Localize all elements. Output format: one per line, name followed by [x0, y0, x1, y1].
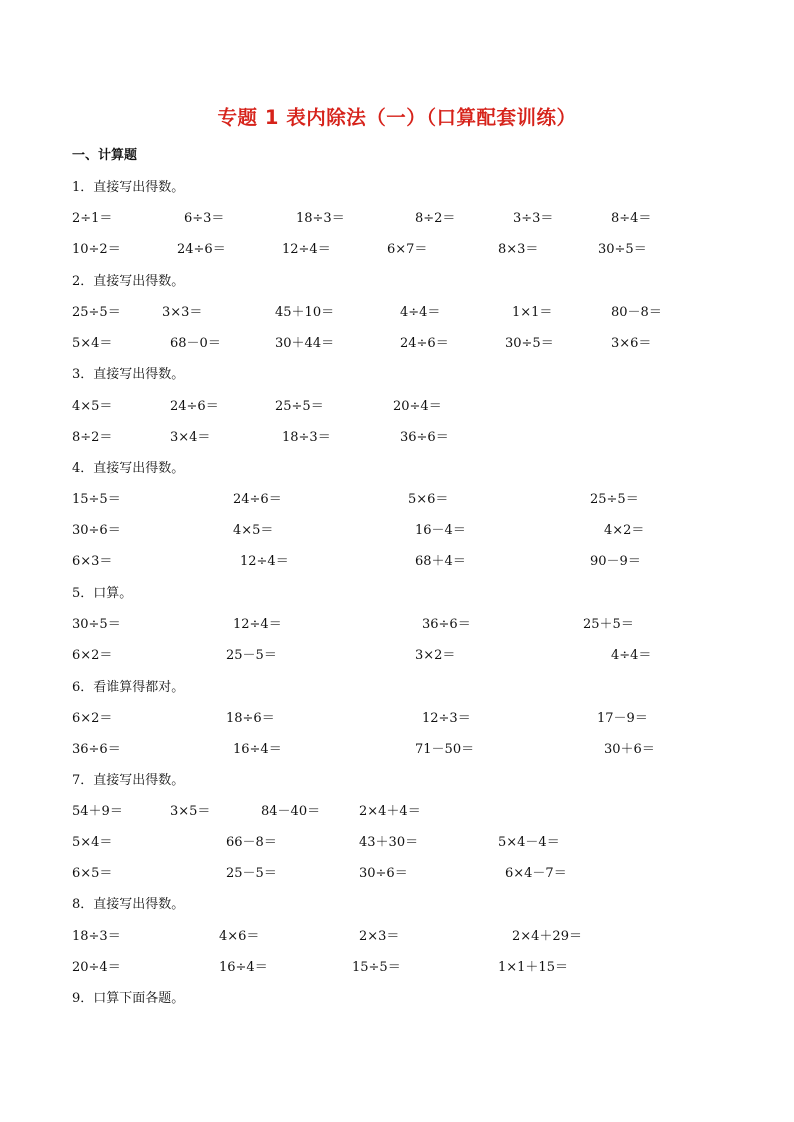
arithmetic-problem: 84－40＝: [261, 804, 321, 819]
arithmetic-problem: 3×3＝: [162, 305, 203, 320]
arithmetic-problem: 6×4－7＝: [505, 866, 567, 881]
arithmetic-problem: 5×6＝: [408, 492, 449, 507]
problem-row: [0, 332, 794, 352]
arithmetic-problem: 4×5＝: [72, 399, 113, 414]
question-title: 6．看谁算得都对。: [72, 680, 185, 695]
arithmetic-problem: 18÷3＝: [296, 211, 345, 226]
problem-row: [0, 488, 794, 508]
problem-row: [0, 207, 794, 227]
arithmetic-problem: 5×4＝: [72, 336, 113, 351]
arithmetic-problem: 68＋4＝: [415, 554, 466, 569]
arithmetic-problem: 2÷1＝: [72, 211, 113, 226]
arithmetic-problem: 24÷6＝: [177, 242, 226, 257]
problem-row: [0, 613, 794, 633]
arithmetic-problem: 24÷6＝: [400, 336, 449, 351]
arithmetic-problem: 24÷6＝: [233, 492, 282, 507]
arithmetic-problem: 3×5＝: [170, 804, 211, 819]
arithmetic-problem: 15÷5＝: [352, 960, 401, 975]
arithmetic-problem: 30÷5＝: [505, 336, 554, 351]
arithmetic-problem: 20÷4＝: [72, 960, 121, 975]
arithmetic-problem: 66－8＝: [226, 835, 277, 850]
arithmetic-problem: 4÷4＝: [611, 648, 652, 663]
arithmetic-problem: 6×2＝: [72, 711, 113, 726]
arithmetic-problem: 5×4－4＝: [498, 835, 560, 850]
problem-row: [0, 707, 794, 727]
arithmetic-problem: 18÷3＝: [282, 430, 331, 445]
arithmetic-problem: 25－5＝: [226, 648, 277, 663]
question-title: 5．口算。: [72, 586, 133, 601]
arithmetic-problem: 30÷6＝: [359, 866, 408, 881]
question-title: 7．直接写出得数。: [72, 773, 185, 788]
question-title: 3．直接写出得数。: [72, 367, 185, 382]
arithmetic-problem: 24÷6＝: [170, 399, 219, 414]
arithmetic-problem: 12÷4＝: [240, 554, 289, 569]
arithmetic-problem: 36÷6＝: [400, 430, 449, 445]
arithmetic-problem: 54＋9＝: [72, 804, 123, 819]
arithmetic-problem: 17－9＝: [597, 711, 648, 726]
arithmetic-problem: 25－5＝: [226, 866, 277, 881]
question-title: 1．直接写出得数。: [72, 180, 185, 195]
arithmetic-problem: 10÷2＝: [72, 242, 121, 257]
page-title: 专题 1 表内除法（一）（口算配套训练）: [217, 106, 577, 129]
arithmetic-problem: 6÷3＝: [184, 211, 225, 226]
problem-row: [0, 301, 794, 321]
arithmetic-problem: 16－4＝: [415, 523, 466, 538]
arithmetic-problem: 71－50＝: [415, 742, 475, 757]
arithmetic-problem: 12÷3＝: [422, 711, 471, 726]
problem-row: [0, 238, 794, 258]
arithmetic-problem: 18÷6＝: [226, 711, 275, 726]
arithmetic-problem: 80－8＝: [611, 305, 662, 320]
arithmetic-problem: 30÷6＝: [72, 523, 121, 538]
arithmetic-problem: 68－0＝: [170, 336, 221, 351]
arithmetic-problem: 25＋5＝: [583, 617, 634, 632]
arithmetic-problem: 6×5＝: [72, 866, 113, 881]
question-title: 9．口算下面各题。: [72, 991, 185, 1006]
arithmetic-problem: 3×6＝: [611, 336, 652, 351]
arithmetic-problem: 12÷4＝: [282, 242, 331, 257]
arithmetic-problem: 25÷5＝: [72, 305, 121, 320]
arithmetic-problem: 36÷6＝: [72, 742, 121, 757]
arithmetic-problem: 16÷4＝: [233, 742, 282, 757]
arithmetic-problem: 6×7＝: [387, 242, 428, 257]
arithmetic-problem: 4×2＝: [604, 523, 645, 538]
arithmetic-problem: 4×6＝: [219, 929, 260, 944]
problem-row: [0, 519, 794, 539]
arithmetic-problem: 6×3＝: [72, 554, 113, 569]
arithmetic-problem: 36÷6＝: [422, 617, 471, 632]
problem-row: [0, 800, 794, 820]
arithmetic-problem: 30÷5＝: [72, 617, 121, 632]
problem-row: [0, 550, 794, 570]
question-title: 4．直接写出得数。: [72, 461, 185, 476]
arithmetic-problem: 4×5＝: [233, 523, 274, 538]
arithmetic-problem: 2×4＋29＝: [512, 929, 582, 944]
arithmetic-problem: 25÷5＝: [275, 399, 324, 414]
problem-row: [0, 738, 794, 758]
arithmetic-problem: 15÷5＝: [72, 492, 121, 507]
arithmetic-problem: 12÷4＝: [233, 617, 282, 632]
arithmetic-problem: 3×2＝: [415, 648, 456, 663]
arithmetic-problem: 45＋10＝: [275, 305, 335, 320]
arithmetic-problem: 1×1＋15＝: [498, 960, 568, 975]
arithmetic-problem: 20÷4＝: [393, 399, 442, 414]
arithmetic-problem: 8÷2＝: [72, 430, 113, 445]
arithmetic-problem: 30＋44＝: [275, 336, 335, 351]
arithmetic-problem: 43＋30＝: [359, 835, 419, 850]
problem-row: [0, 426, 794, 446]
arithmetic-problem: 18÷3＝: [72, 929, 121, 944]
arithmetic-problem: 3×4＝: [170, 430, 211, 445]
section-heading: 一、计算题: [72, 148, 138, 163]
arithmetic-problem: 6×2＝: [72, 648, 113, 663]
problem-row: [0, 831, 794, 851]
question-title: 2．直接写出得数。: [72, 274, 185, 289]
arithmetic-problem: 4÷4＝: [400, 305, 441, 320]
arithmetic-problem: 1×1＝: [512, 305, 553, 320]
arithmetic-problem: 25÷5＝: [590, 492, 639, 507]
problem-row: [0, 644, 794, 664]
arithmetic-problem: 2×3＝: [359, 929, 400, 944]
problem-row: [0, 956, 794, 976]
arithmetic-problem: 8÷2＝: [415, 211, 456, 226]
arithmetic-problem: 16÷4＝: [219, 960, 268, 975]
arithmetic-problem: 8×3＝: [498, 242, 539, 257]
problem-row: [0, 395, 794, 415]
arithmetic-problem: 3÷3＝: [513, 211, 554, 226]
problem-row: [0, 862, 794, 882]
arithmetic-problem: 2×4＋4＝: [359, 804, 421, 819]
arithmetic-problem: 90－9＝: [590, 554, 641, 569]
arithmetic-problem: 30＋6＝: [604, 742, 655, 757]
arithmetic-problem: 30÷5＝: [598, 242, 647, 257]
problem-row: [0, 925, 794, 945]
arithmetic-problem: 8÷4＝: [611, 211, 652, 226]
arithmetic-problem: 5×4＝: [72, 835, 113, 850]
question-title: 8．直接写出得数。: [72, 897, 185, 912]
